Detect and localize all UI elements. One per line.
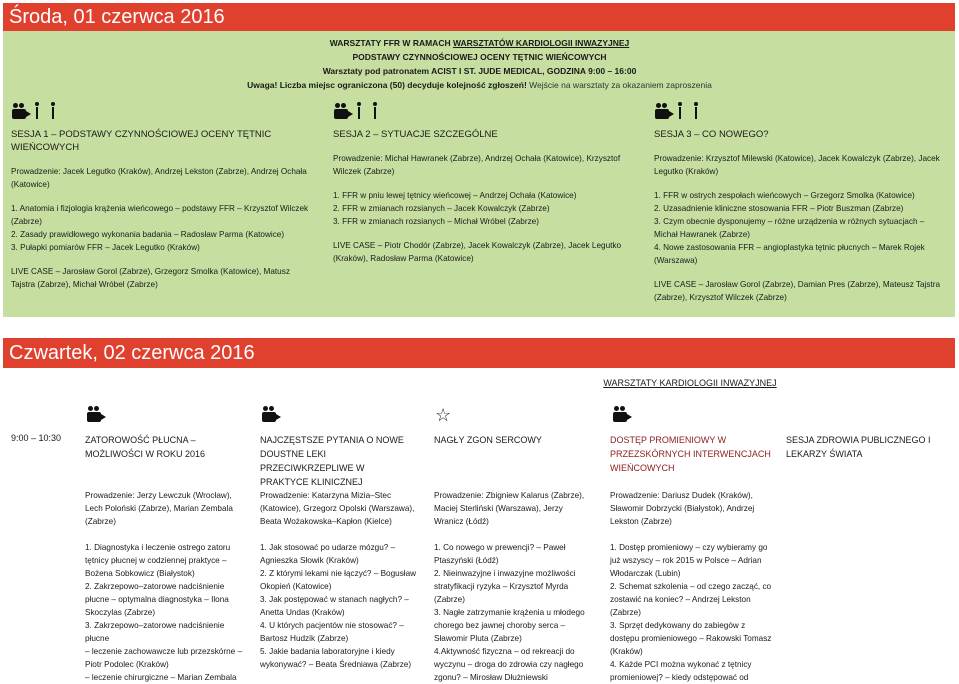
workshop-info	[0, 36, 959, 92]
day1-session-2	[333, 128, 633, 265]
day2-lead-4	[610, 489, 775, 528]
day2-session-5-title	[786, 433, 936, 461]
day2-items-3	[434, 541, 594, 684]
person-icon	[32, 102, 42, 119]
video-camera-icon	[613, 412, 627, 422]
session-lead: Prowadzenie: Michał Hawranek (Zabrze), Andrzej Ochała (Katowice), Krzysztof Wilczek (Zabrze)	[333, 154, 621, 176]
session-item: – leczenie chirurgiczne – Marian Zembala	[85, 673, 237, 682]
person-icon	[675, 102, 685, 119]
workshop-invite-note: Wejście na warsztaty za okazaniem zaproszenia	[529, 80, 712, 90]
live-case: LIVE CASE – Jarosław Gorol (Zabrze), Damian Pres (Zabrze), Mateusz Tajstra (Zabrze), Krzysztof Wilczek (Zabrze)	[654, 280, 941, 302]
day-title: Czwartek, 02 czerwca 2016	[9, 341, 255, 364]
session-icons-1	[12, 102, 58, 119]
session-item: 2. Z którymi lekami nie łączyć? – Bogusław Okopień (Katowice)	[260, 569, 417, 591]
session-title: SESJA 1 – PODSTAWY CZYNNOŚCIOWEJ OCENY TĘTNIC WIEŃCOWYCH	[11, 129, 272, 153]
day1-session-1	[11, 128, 311, 291]
session-item: 3. Czym obecnie dysponujemy – różne urządzenia w różnych sytuacjach – Michał Hawranek (Zabrze)	[654, 217, 925, 239]
session-item: 4. Nowe zastosowania FFR – angioplastyka tętnic płucnych – Marek Rojek (Warszawa)	[654, 243, 925, 265]
workshop-line2: PODSTAWY CZYNNOŚCIOWEJ OCENY TĘTNIC WIEŃCOWYCH	[352, 52, 607, 62]
session-lead: Prowadzenie: Krzysztof Milewski (Katowice), Jacek Kowalczyk (Zabrze), Jacek Legutko (Kraków)	[654, 154, 940, 176]
session-title: NAGŁY ZGON SERCOWY	[434, 435, 542, 445]
session-lead: Prowadzenie: Katarzyna Mizia–Stec (Katowice), Grzegorz Opolski (Warszawa), Beata Wożakowska–Kapłon (Kielce)	[260, 491, 415, 526]
day-header-2	[3, 338, 955, 368]
session-item: 2. Uzasadnienie kliniczne stosowania FFR – Piotr Buszman (Zabrze)	[654, 204, 904, 213]
video-camera-icon	[655, 109, 669, 119]
session-item: 4. Każde PCI można wykonać z tętnicy promieniowej? – kiedy odstępować od	[610, 660, 752, 682]
session-title: ZATOROWOŚĆ PŁUCNA – MOŻLIWOŚCI W ROKU 2016	[85, 435, 206, 459]
day-title: Środa, 01 czerwca 2016	[9, 5, 225, 28]
session-item: 4.Aktywność fizyczna – od rekreacji do wyczynu – droga do zdrowia czy nagłego zgonu? – Mirosław Dłużniewski	[434, 647, 584, 682]
person-icon	[354, 102, 364, 119]
session-title: SESJA 2 – SYTUACJE SZCZEGÓLNE	[333, 129, 498, 140]
session-lead: Prowadzenie: Jerzy Lewczuk (Wrocław), Lech Poloński (Zabrze), Marian Zembala (Zabrze)	[85, 491, 233, 526]
workshop-warning: Uwaga! Liczba miejsc ograniczona (50) decyduje kolejność zgłoszeń!	[247, 80, 527, 90]
day2-session-1-title	[85, 433, 245, 461]
video-camera-icon	[334, 109, 348, 119]
session-lead: Prowadzenie: Zbigniew Kalarus (Zabrze), Maciej Sterliński (Warszawa), Jerzy Wranicz (Łódź)	[434, 491, 585, 526]
day-header-1	[3, 3, 955, 31]
session-icons-2	[334, 102, 380, 119]
session-lead: Prowadzenie: Jacek Legutko (Kraków), Andrzej Lekston (Zabrze), Andrzej Ochała (Katowice)	[11, 167, 307, 189]
day1-session-3	[654, 128, 944, 304]
person-icon	[48, 102, 58, 119]
session-item: 3. Zakrzepowo–zatorowe nadciśnienie płucne	[85, 621, 225, 643]
person-icon	[691, 102, 701, 119]
session-item: 1. Anatomia i fizjologia krążenia wieńcowego – podstawy FFR – Krzysztof Wilczek (Zabrze)	[11, 204, 309, 226]
session-item: 2. Nieinwazyjne i inwazyjne możliwości stratyfikacji ryzyka – Krzysztof Myrda (Zabrze)	[434, 569, 576, 604]
session-item: 3. Nagłe zatrzymanie krążenia u młodego chorego bez jawnej choroby serca – Sławomir Pluta (Zabrze)	[434, 608, 585, 643]
session-time: 9:00 – 10:30	[11, 433, 62, 443]
session-item: 3. Pułapki pomiarów FFR – Jacek Legutko (Kraków)	[11, 243, 200, 252]
video-camera-icon	[87, 412, 101, 422]
workshop-line1: WARSZTATY FFR W RAMACH	[329, 38, 451, 48]
day2-session-3-title	[434, 433, 584, 447]
session-title: SESJA ZDROWIA PUBLICZNEGO I LEKARZY ŚWIATA	[786, 435, 931, 459]
session-icons-3	[655, 102, 701, 119]
day2-session-2-title	[260, 433, 410, 489]
session-title: NAJCZĘSTSZE PYTANIA O NOWE DOUSTNE LEKI PRZECIWKRZEPLIWE W PRAKTYCE KLINICZNEJ	[260, 435, 404, 487]
workshop-title: WARSZTATY KARDIOLOGII INWAZYJNEJ	[603, 378, 777, 388]
session-title: DOSTĘP PROMIENIOWY W PRZEZSKÓRNYCH INTERWENCJACH WIEŃCOWYCH	[610, 435, 771, 473]
video-camera-icon-wrap	[87, 412, 101, 422]
session-item: 1. Co nowego w prewencji? – Paweł Ptaszyński (Łódź)	[434, 543, 566, 565]
live-case: LIVE CASE – Piotr Chodór (Zabrze), Jacek Kowalczyk (Zabrze), Jacek Legutko (Kraków), Radosław Parma (Katowice)	[333, 241, 622, 263]
session-lead: Prowadzenie: Dariusz Dudek (Kraków), Sławomir Dobrzycki (Białystok), Andrzej Lekston (Zabrze)	[610, 491, 755, 526]
live-case: LIVE CASE – Jarosław Gorol (Zabrze), Grzegorz Smolka (Katowice), Matusz Tajstra (Zabrze), Michał Wróbel (Zabrze)	[11, 267, 290, 289]
session-item: 2. Zakrzepowo–zatorowe nadciśnienie płucne – optymalna diagnostyka – Ilona Skoczylas (Zabrze)	[85, 582, 229, 617]
workshop-link[interactable]: WARSZTATÓW KARDIOLOGII INWAZYJNEJ	[452, 38, 630, 48]
session-item: 3. Jak postępować w stanach nagłych? – Anetta Undas (Kraków)	[260, 595, 409, 617]
day2-lead-3	[434, 489, 594, 528]
person-icon	[370, 102, 380, 119]
video-camera-icon-wrap	[613, 412, 627, 422]
session-item: 2. Schemat szkolenia – od czego zacząć, co zostawić na koniec? – Andrzej Lekston (Zabrze)	[610, 582, 772, 617]
video-camera-icon	[12, 109, 26, 119]
session-item: 3. Sprzęt dedykowany do zabiegów z dostępu promieniowego – Rakowski Tomasz (Kraków)	[610, 621, 772, 656]
session-item: 5. Jakie badania laboratoryjne i kiedy wykonywać? – Beata Średniawa (Zabrze)	[260, 647, 412, 669]
session-item: 1. FFR w ostrych zespołach wieńcowych – Grzegorz Smolka (Katowice)	[654, 191, 915, 200]
session-item: 1. Jak stosować po udarze mózgu? – Agnieszka Słowik (Kraków)	[260, 543, 396, 565]
session-title: SESJA 3 – CO NOWEGO?	[654, 129, 769, 140]
video-camera-icon	[262, 412, 276, 422]
video-camera-icon-wrap	[262, 412, 276, 422]
session-item: 1. FFR w pniu lewej tętnicy wieńcowej – Andrzej Ochała (Katowice)	[333, 191, 577, 200]
day2-lead-2	[260, 489, 420, 528]
day2-items-1	[85, 541, 245, 684]
star-icon: ☆	[435, 405, 452, 425]
session-item: 1. Diagnostyka i leczenie ostrego zatoru tętnicy płucnej w codziennej praktyce – Bożena Sobkowicz (Białystok)	[85, 543, 231, 578]
day2-lead-1	[85, 489, 245, 528]
workshop-line3: Warsztaty pod patronatem ACIST I ST. JUDE MEDICAL, GODZINA 9:00 – 16:00	[322, 66, 637, 76]
day2-session-4-title	[610, 433, 775, 475]
day2-items-4	[610, 541, 775, 684]
session-item: 4. U których pacjentów nie stosować? – Bartosz Hudzik (Zabrze)	[260, 621, 404, 643]
session-item: – leczenie zachowawcze lub przezskórne – Piotr Podolec (Kraków)	[85, 647, 243, 669]
session-item: 2. FFR w zmianach rozsianych – Jacek Kowalczyk (Zabrze)	[333, 204, 550, 213]
day2-items-2	[260, 541, 420, 671]
session-item: 2. Zasady prawidłowego wykonania badania – Radosław Parma (Katowice)	[11, 230, 285, 239]
session-item: 3. FFR w zmianach rozsianych – Michał Wróbel (Zabrze)	[333, 217, 539, 226]
session-item: 1. Dostęp promieniowy – czy wybieramy go już wszyscy – rok 2015 w Polsce – Adrian Włodarczak (Lubin)	[610, 543, 768, 578]
